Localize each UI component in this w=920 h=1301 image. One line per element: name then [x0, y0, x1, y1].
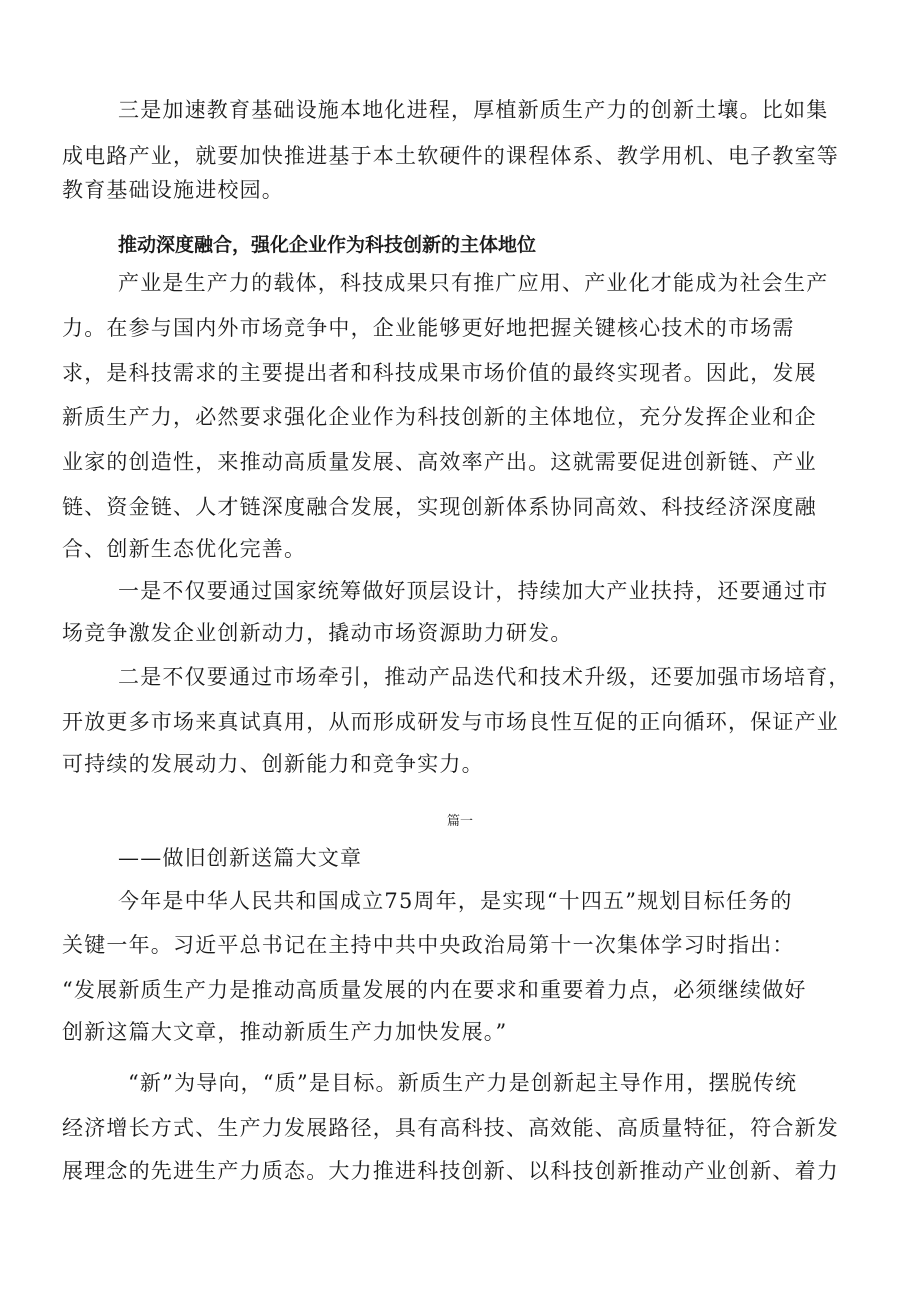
- part-label: 篇一: [446, 814, 473, 829]
- text-line: 展理念的先进生产力质态。大力推进科技创新、以科技创新推动产业创新、着力: [62, 1159, 839, 1183]
- text-line: 经济增长方式、生产力发展路径，具有高科技、高效能、高质量特征，符合新发: [62, 1116, 839, 1140]
- text-line: 成电路产业，就要加快推进基于本土软硬件的课程体系、教学用机、电子教室等: [62, 144, 839, 168]
- text-line: 合、创新生态优化完善。: [62, 537, 307, 561]
- text-line: 开放更多市场来真试真用，从而形成研发与市场良性互促的正向循环，保证产业: [62, 710, 839, 734]
- section-heading: 推动深度融合，强化企业作为科技创新的主体地位: [118, 234, 537, 256]
- text-line: “新”为导向，“质”是目标。新质生产力是创新起主导作用，摆脱传统: [128, 1071, 798, 1095]
- text-line: 业家的创造性，来推动高质量发展、高效率产出。这就需要促进创新链、产业: [62, 450, 817, 474]
- text-line: 产业是生产力的载体，科技成果只有推广应用、产业化才能成为社会生产: [118, 271, 829, 295]
- text-line: 今年是中华人民共和国成立75周年，是实现“十四五”规划目标任务的: [118, 889, 793, 913]
- subtitle: ——做旧创新送篇大文章: [118, 846, 363, 870]
- text-line: 一是不仅要通过国家统筹做好顶层设计，持续加大产业扶持，还要通过市: [118, 579, 829, 603]
- text-line: 链、资金链、人才链深度融合发展，实现创新体系协同高效、科技经济深度融: [62, 495, 817, 519]
- text-line: 力。在参与国内外市场竞争中，企业能够更好地把握关键核心技术的市场需: [62, 316, 795, 340]
- text-line: 新质生产力，必然要求强化企业作为科技创新的主体地位，充分发挥企业和企: [62, 405, 817, 429]
- text-line: 场竞争激发企业创新动力，撬动市场资源助力研发。: [62, 621, 573, 645]
- text-line: 二是不仅要通过市场牵引，推动产品迭代和技术升级，还要加强市场培育，: [118, 665, 851, 689]
- text-line: 三是加速教育基础设施本地化进程，厚植新质生产力的创新土壤。比如集: [118, 98, 829, 122]
- text-line: “发展新质生产力是推动高质量发展的内在要求和重要着力点，必须继续做好: [62, 978, 807, 1002]
- text-line: 教育基础设施进校园。: [62, 178, 284, 202]
- text-line: 关键一年。习近平总书记在主持中共中央政治局第十一次集体学习时指出：: [62, 933, 795, 957]
- text-line: 可持续的发展动力、创新能力和竞争实力。: [62, 752, 484, 776]
- text-line: 求，是科技需求的主要提出者和科技成果市场价值的最终实现者。因此，发展: [62, 361, 817, 385]
- text-line: 创新这篇大文章，推动新质生产力加快发展。”: [62, 1020, 508, 1044]
